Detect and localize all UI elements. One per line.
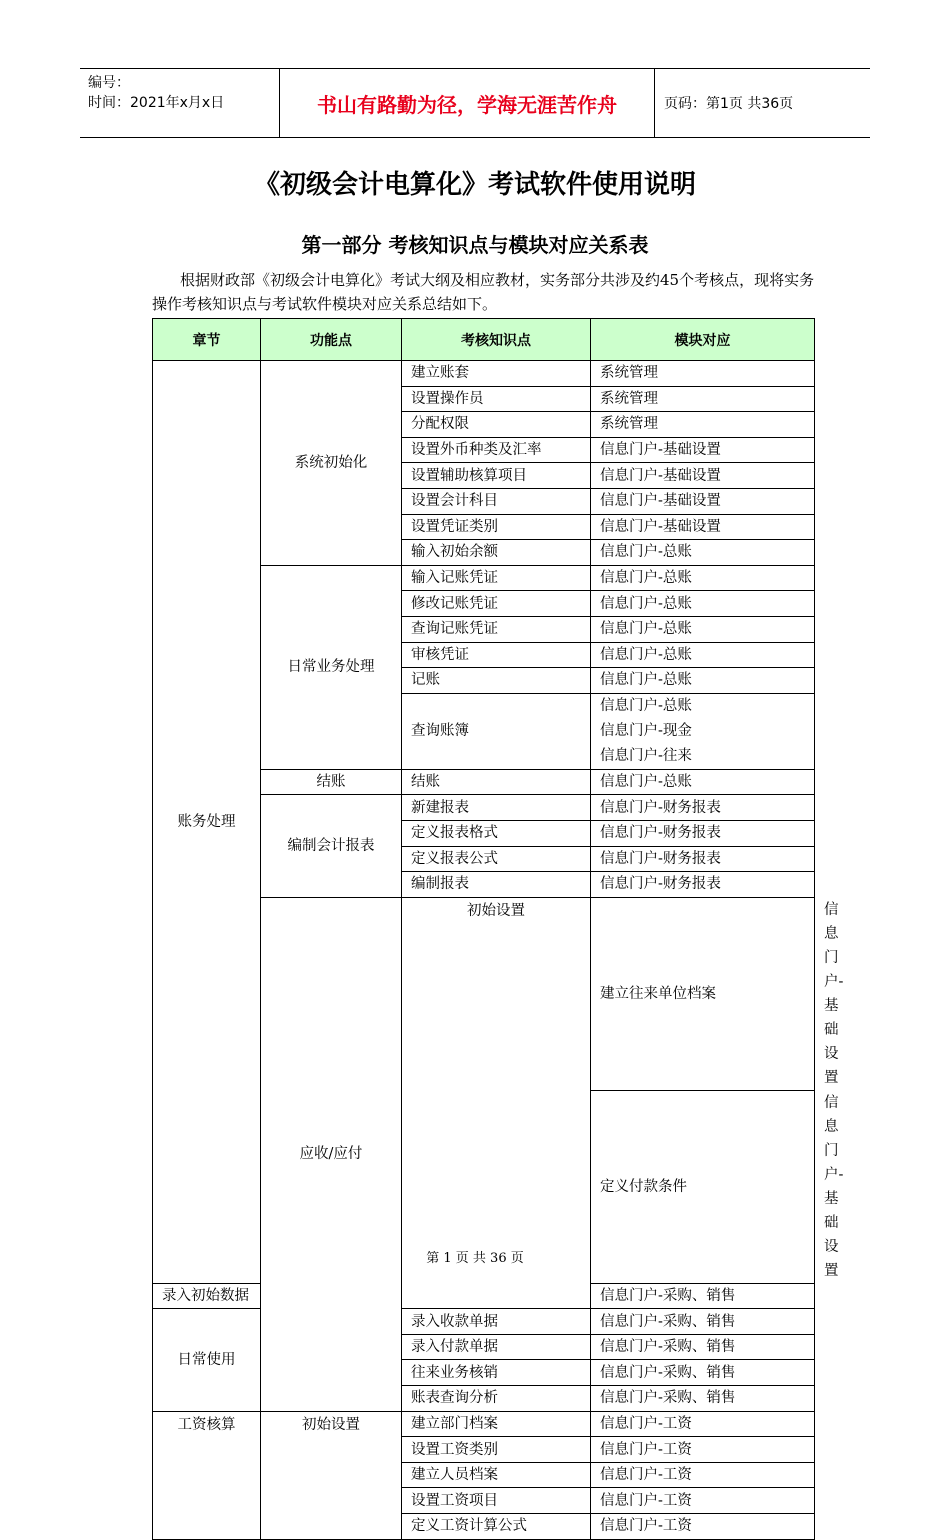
- knowledge-cell: 建立人员档案: [402, 1462, 591, 1488]
- date-label: 时间：2021年x月x日: [88, 95, 225, 111]
- chapter-cell: 工资核算: [153, 1411, 261, 1539]
- knowledge-cell: 录入付款单据: [402, 1334, 591, 1360]
- module-cell: 信息门户-基础设置: [591, 514, 815, 540]
- knowledge-cell: 建立往来单位档案: [591, 897, 815, 1090]
- module-cell: 信息门户-采购、销售: [591, 1309, 815, 1335]
- knowledge-cell: 修改记账凭证: [402, 591, 591, 617]
- header-knowledge: 考核知识点: [402, 319, 591, 361]
- knowledge-cell: 往来业务核销: [402, 1360, 591, 1386]
- module-cell: 信息门户-采购、销售: [591, 1386, 815, 1412]
- table-row: [153, 1309, 815, 1335]
- table-row: 定义付款条件 信息门户-基础设置: [153, 1090, 815, 1283]
- header-module: 模块对应: [591, 319, 815, 361]
- function-cell: 日常使用: [153, 1309, 261, 1411]
- module-cell: 信息门户-工资: [591, 1411, 815, 1437]
- module-line: 信息门户-总账: [600, 697, 692, 714]
- module-cell: 信息门户-工资: [591, 1462, 815, 1488]
- module-cell: 信息门户-财务报表: [591, 872, 815, 898]
- document-title: 《初级会计电算化》考试软件使用说明: [253, 170, 696, 200]
- knowledge-cell: 分配权限: [402, 412, 591, 438]
- module-cell: 信息门户-采购、销售: [591, 1283, 815, 1309]
- section-title: 第一部分 考核知识点与模块对应关系表: [301, 233, 649, 257]
- knowledge-cell: 账表查询分析: [402, 1386, 591, 1412]
- header-function: 功能点: [261, 319, 402, 361]
- knowledge-cell: 建立账套: [402, 361, 591, 387]
- page-footer: 第 1 页 共 36 页: [426, 1251, 524, 1266]
- module-cell: [591, 693, 815, 769]
- knowledge-cell: 编制报表: [402, 872, 591, 898]
- function-cell: 结账: [261, 769, 402, 795]
- module-cell: 信息门户-财务报表: [591, 820, 815, 846]
- knowledge-cell: 查询记账凭证: [402, 616, 591, 642]
- module-cell: 信息门户-财务报表: [591, 795, 815, 821]
- module-cell: 信息门户-总账: [591, 668, 815, 694]
- number-label: 编号：: [88, 75, 130, 91]
- module-cell: 信息门户-财务报表: [591, 846, 815, 872]
- header-page-info: 页码：第1页 共36页: [664, 96, 794, 112]
- module-cell: 信息门户-采购、销售: [591, 1360, 815, 1386]
- module-cell: 信息门户-基础设置: [591, 488, 815, 514]
- module-cell: 信息门户-总账: [591, 540, 815, 566]
- function-cell: 编制会计报表: [261, 795, 402, 897]
- module-cell: 系统管理: [591, 412, 815, 438]
- table-row: 应收/应付 初始设置 建立往来单位档案 信息门户-基础设置: [153, 897, 815, 1090]
- page-header: [80, 68, 870, 138]
- module-cell: 信息门户-基础设置: [591, 463, 815, 489]
- module-cell: 信息门户-总账: [591, 769, 815, 795]
- table-row: [153, 361, 815, 387]
- knowledge-cell: 录入收款单据: [402, 1309, 591, 1335]
- knowledge-cell: 查询账簿: [402, 693, 591, 769]
- knowledge-cell: 录入初始数据: [153, 1283, 261, 1309]
- function-cell: 日常业务处理: [261, 565, 402, 769]
- chapter-cell: 应收/应付: [261, 897, 402, 1411]
- intro-paragraph: 根据财政部《初级会计电算化》考试大纲及相应教材，实务部分共涉及约45个考核点，现将实务操作考核知识点与考试软件模块对应关系总结如下。: [152, 271, 815, 313]
- module-line: 信息门户-现金: [600, 722, 692, 739]
- header-meta: [80, 69, 280, 137]
- knowledge-cell: 定义报表公式: [402, 846, 591, 872]
- module-cell: 信息门户-总账: [591, 642, 815, 668]
- module-cell: 信息门户-总账: [591, 591, 815, 617]
- knowledge-cell: 输入记账凭证: [402, 565, 591, 591]
- module-cell: 信息门户-工资: [591, 1514, 815, 1540]
- knowledge-cell: 定义工资计算公式: [402, 1514, 591, 1540]
- function-cell: 初始设置: [402, 897, 591, 1309]
- knowledge-cell: 设置工资项目: [402, 1488, 591, 1514]
- knowledge-cell: 设置会计科目: [402, 488, 591, 514]
- knowledge-cell: 定义报表格式: [402, 820, 591, 846]
- chapter-cell: 账务处理: [153, 361, 261, 1284]
- module-cell: 信息门户-工资: [591, 1437, 815, 1463]
- module-line: 信息门户-往来: [600, 747, 692, 764]
- module-cell: 信息门户-总账: [591, 565, 815, 591]
- knowledge-cell: 输入初始余额: [402, 540, 591, 566]
- module-cell: 系统管理: [591, 386, 815, 412]
- knowledge-cell: 审核凭证: [402, 642, 591, 668]
- module-cell: 信息门户-总账: [591, 616, 815, 642]
- knowledge-cell: 设置操作员: [402, 386, 591, 412]
- module-cell: 信息门户-基础设置: [591, 437, 815, 463]
- knowledge-cell: 建立部门档案: [402, 1411, 591, 1437]
- module-cell: 信息门户-工资: [591, 1488, 815, 1514]
- module-cell: 信息门户-采购、销售: [591, 1334, 815, 1360]
- knowledge-cell: 设置凭证类别: [402, 514, 591, 540]
- knowledge-cell: 定义付款条件: [591, 1090, 815, 1283]
- knowledge-cell: 设置外币种类及汇率: [402, 437, 591, 463]
- function-cell: 系统初始化: [261, 361, 402, 566]
- table-header-row: [153, 319, 815, 361]
- module-cell: 系统管理: [591, 361, 815, 387]
- knowledge-cell: 设置辅助核算项目: [402, 463, 591, 489]
- header-motto: 书山有路勤为径，学海无涯苦作舟: [280, 69, 655, 137]
- table-row: [153, 1411, 815, 1437]
- knowledge-cell: 结账: [402, 769, 591, 795]
- function-cell: 初始设置: [261, 1411, 402, 1539]
- header-chapter: 章节: [153, 319, 261, 361]
- knowledge-cell: 设置工资类别: [402, 1437, 591, 1463]
- knowledge-cell: 新建报表: [402, 795, 591, 821]
- knowledge-module-table: [152, 318, 844, 1540]
- knowledge-cell: 记账: [402, 668, 591, 694]
